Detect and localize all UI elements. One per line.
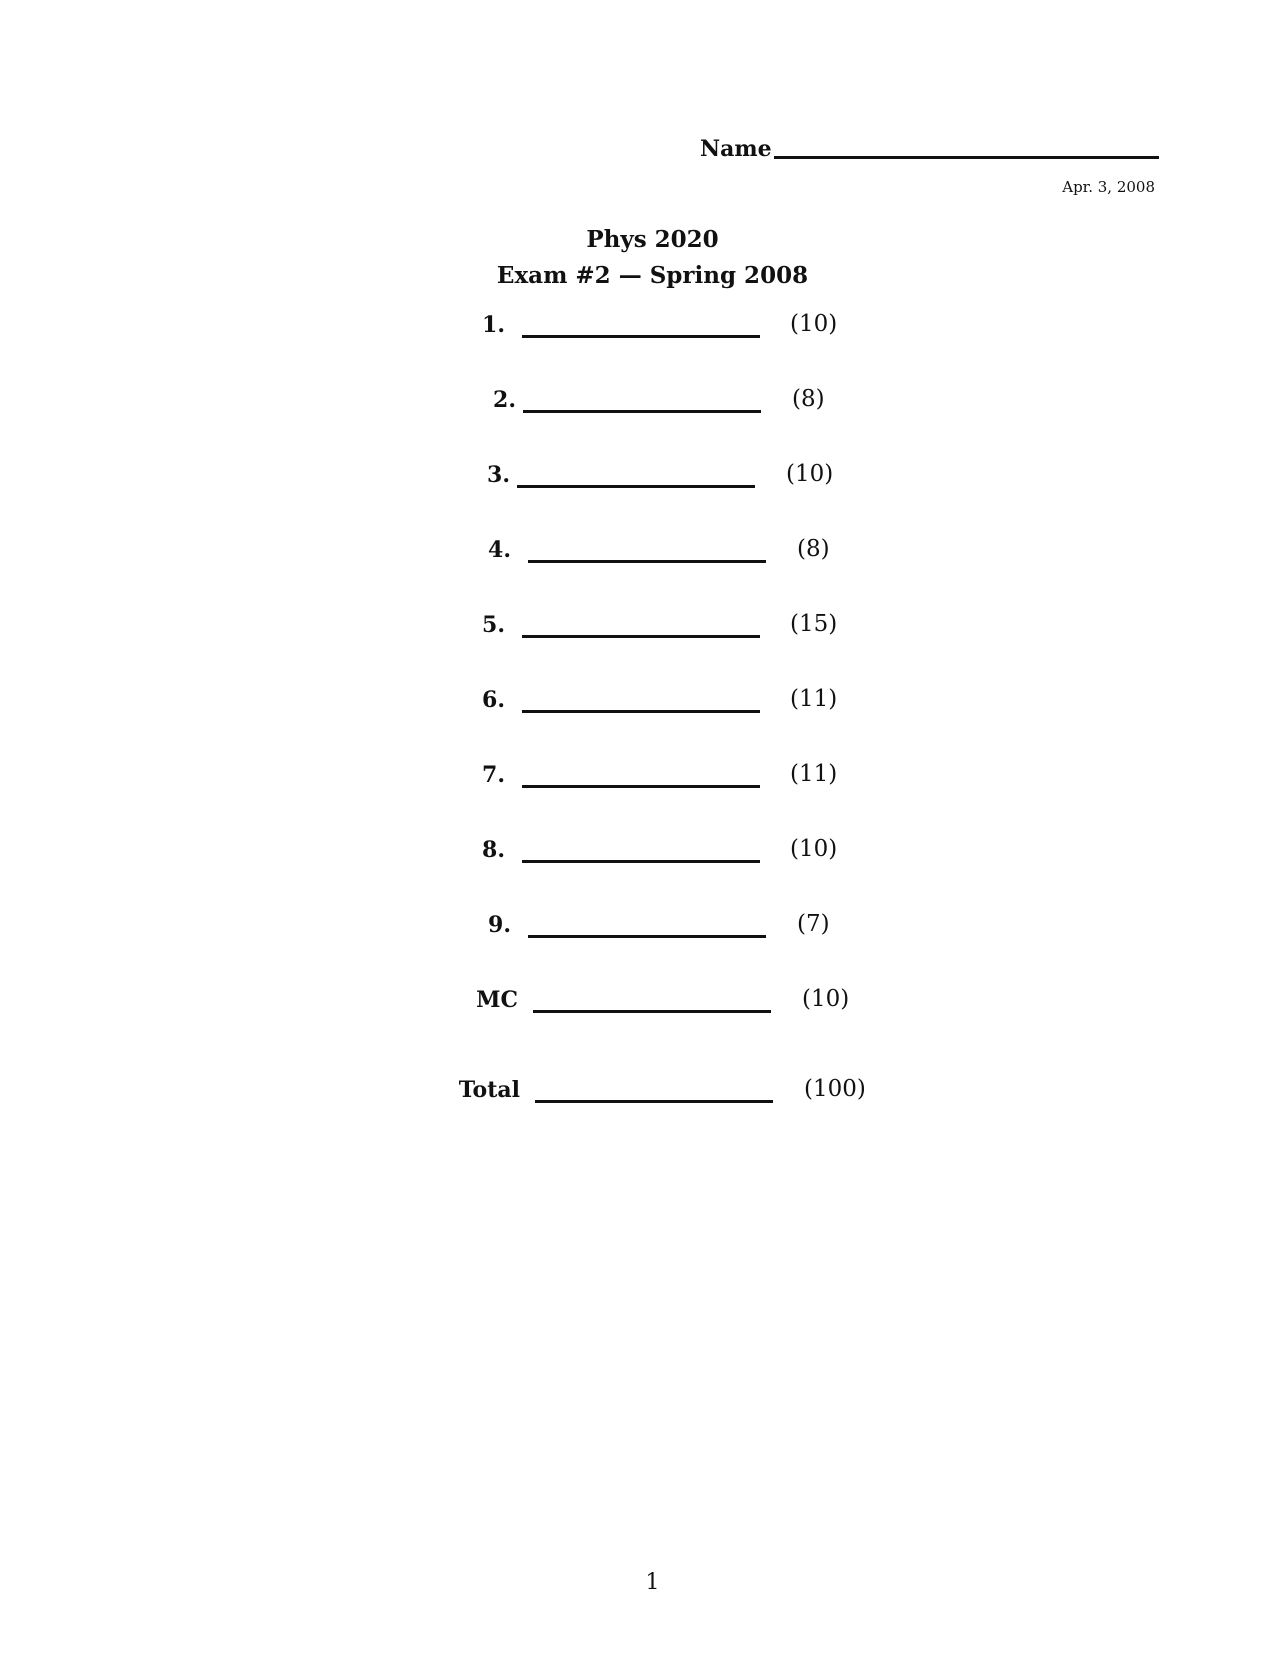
- total-label: Total: [458, 1077, 520, 1103]
- name-blank-line[interactable]: [774, 156, 1159, 159]
- score-row-total: [456, 1075, 866, 1103]
- score-blank-line[interactable]: [522, 635, 760, 638]
- score-row: [470, 610, 837, 638]
- question-points: (10): [786, 461, 834, 487]
- total-points: (100): [804, 1076, 866, 1102]
- question-points: (8): [792, 386, 825, 412]
- name-label: Name: [700, 136, 772, 162]
- score-row: [470, 835, 837, 863]
- score-blank-line[interactable]: [522, 710, 760, 713]
- question-points: (8): [797, 536, 830, 562]
- score-row: [470, 385, 825, 413]
- score-blank-line[interactable]: [517, 485, 755, 488]
- question-label: 5.: [482, 612, 505, 638]
- score-row: [470, 460, 833, 488]
- course-title: Phys 2020: [586, 226, 719, 253]
- score-blank-line[interactable]: [528, 560, 766, 563]
- score-blank-line[interactable]: [522, 785, 760, 788]
- question-points: (11): [790, 761, 838, 787]
- name-field-group: [700, 138, 1159, 160]
- question-label: 2.: [493, 387, 516, 413]
- question-label: 4.: [488, 537, 511, 563]
- question-points: (10): [802, 986, 850, 1012]
- score-blank-line[interactable]: [522, 860, 760, 863]
- page-number: 1: [645, 1570, 660, 1595]
- question-label: 9.: [488, 912, 511, 938]
- question-points: (7): [797, 911, 830, 937]
- exam-title: Exam #2 — Spring 2008: [496, 262, 809, 289]
- score-blank-line[interactable]: [523, 410, 761, 413]
- score-blank-line[interactable]: [533, 1010, 771, 1013]
- score-blank-line[interactable]: [522, 335, 760, 338]
- question-points: (10): [790, 311, 838, 337]
- question-label: 8.: [482, 837, 505, 863]
- score-row: [470, 310, 837, 338]
- score-blank-line[interactable]: [528, 935, 766, 938]
- score-row: [470, 760, 837, 788]
- score-row: [470, 685, 837, 713]
- score-row: [470, 535, 830, 563]
- total-blank-line[interactable]: [535, 1100, 773, 1103]
- question-label: 1.: [482, 312, 505, 338]
- score-row: [470, 985, 849, 1013]
- question-points: (15): [790, 611, 838, 637]
- question-label: 3.: [487, 462, 510, 488]
- question-points: (11): [790, 686, 838, 712]
- question-points: (10): [790, 836, 838, 862]
- question-label: 6.: [482, 687, 505, 713]
- question-label: MC: [476, 987, 518, 1013]
- score-row: [470, 910, 830, 938]
- question-label: 7.: [482, 762, 505, 788]
- exam-date: Apr. 3, 2008: [1062, 178, 1155, 196]
